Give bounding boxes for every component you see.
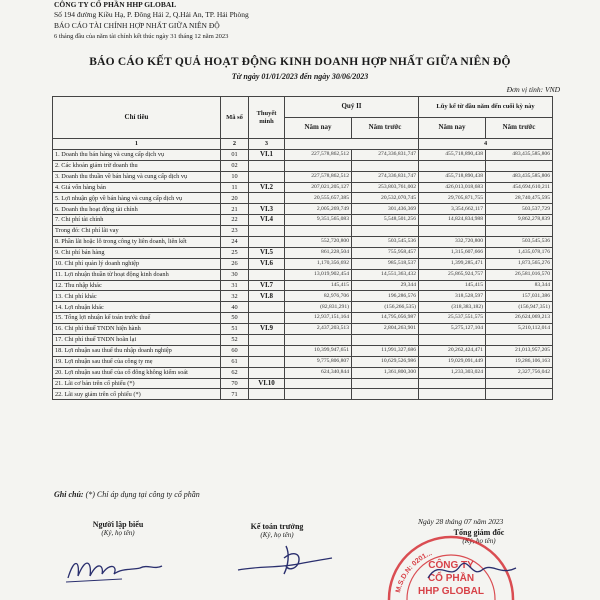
row-y-prev: 21,013,957,205 (486, 345, 553, 356)
table-row (53, 258, 553, 269)
row-note (249, 302, 285, 313)
income-statement-table (52, 96, 553, 400)
report-title: BÁO CÁO KẾT QUẢ HOẠT ĐỘNG KINH DOANH HỢP NHẤT GIỮA NIÊN ĐỘ (89, 56, 511, 68)
row-y-prev: (156,947,351) (486, 302, 553, 313)
row-q-now: 227,578,862,512 (285, 149, 352, 160)
row-code: 26 (221, 258, 249, 269)
row-q-prev: 755,958,457 (352, 247, 419, 258)
row-label: 15. Tổng lợi nhuận kế toán trước thuế (53, 313, 221, 324)
row-q-prev: 253,803,761,002 (352, 182, 419, 193)
row-code: 24 (221, 237, 249, 248)
row-y-now (419, 335, 486, 346)
index-cell: 4 (419, 139, 553, 150)
row-label: 10. Chi phí quản lý doanh nghiệp (53, 258, 221, 269)
row-code: 61 (221, 356, 249, 367)
row-note (249, 193, 285, 204)
row-y-prev: 5,210,112,014 (486, 324, 553, 335)
table-row (53, 149, 553, 160)
row-y-prev (486, 389, 553, 400)
row-code: 40 (221, 302, 249, 313)
preparer-sub: (Ký, họ tên) (101, 529, 135, 537)
stamp-line2: CỔ PHẦN (427, 573, 475, 584)
table-row (53, 313, 553, 324)
row-note (249, 389, 285, 400)
report-subtitle: Từ ngày 01/01/2023 đến ngày 30/06/2023 (231, 72, 369, 81)
row-label: 21. Lãi cơ bản trên cổ phiếu (*) (53, 378, 221, 389)
row-code: 10 (221, 171, 249, 182)
row-y-now: (318,383,182) (419, 302, 486, 313)
row-y-now: 318,528,597 (419, 291, 486, 302)
row-code: 70 (221, 378, 249, 389)
accountant-signature (228, 540, 348, 580)
row-y-prev: 19,286,106,163 (486, 356, 553, 367)
stamp-ring-text: M.S.D.N: 0201... (395, 549, 434, 594)
row-q-now (285, 389, 352, 400)
row-q-now: 2,005,269,749 (285, 204, 352, 215)
row-code: 02 (221, 160, 249, 171)
row-code: 32 (221, 291, 249, 302)
row-q-now: 20,555,657,385 (285, 193, 352, 204)
row-q-now: 13,019,902,454 (285, 269, 352, 280)
row-code: 31 (221, 280, 249, 291)
row-y-now (419, 378, 486, 389)
row-label: 19. Lợi nhuận sau thuế của công ty mẹ (53, 356, 221, 367)
row-label: 20. Lợi nhuận sau thuế của cổ đông không kiểm soát (53, 367, 221, 378)
row-y-now: 19,029,091,449 (419, 356, 486, 367)
currency-unit: Đơn vị tính: VND (506, 85, 560, 94)
row-q-prev (352, 335, 419, 346)
table-row (53, 193, 553, 204)
header-q-nam-truoc: Năm trước (352, 118, 419, 139)
row-y-prev: 503,537,729 (486, 204, 553, 215)
row-y-now: 25,537,551,575 (419, 313, 486, 324)
index-cell: 1 (53, 139, 221, 150)
row-code: 22 (221, 215, 249, 226)
stamp-line1: CÔNG TY (428, 560, 474, 571)
table-row (53, 269, 553, 280)
row-q-now (285, 226, 352, 237)
row-label: 18. Lợi nhuận sau thuế thu nhập doanh nghiệp (53, 345, 221, 356)
table-row (53, 378, 553, 389)
row-y-prev: 26,581,016,570 (486, 269, 553, 280)
company-address: Số 194 đường Kiều Hạ, P. Đông Hải 2, Q.Hải An, TP. Hải Phòng (54, 10, 249, 19)
table-body (53, 149, 553, 399)
row-q-now: 10,399,947,651 (285, 345, 352, 356)
row-y-now: 29,705,871,755 (419, 193, 486, 204)
row-y-prev: 483,435,585,806 (486, 171, 553, 182)
row-label: Trong đó: Chi phí lãi vay (53, 226, 221, 237)
row-q-now: 12,937,151,164 (285, 313, 352, 324)
row-note: VI.10 (249, 378, 285, 389)
row-code: 60 (221, 345, 249, 356)
row-y-prev: 157,031,386 (486, 291, 553, 302)
row-note: VI.3 (249, 204, 285, 215)
row-code: 21 (221, 204, 249, 215)
row-code: 71 (221, 389, 249, 400)
row-y-prev: 83,344 (486, 280, 553, 291)
row-code: 30 (221, 269, 249, 280)
row-q-prev: 1,361,800,300 (352, 367, 419, 378)
row-note (249, 226, 285, 237)
row-note (249, 171, 285, 182)
stamp-line3: HHP GLOBAL (418, 586, 484, 597)
row-label: 3. Doanh thu thuần về bán hàng và cung cấp dịch vụ (53, 171, 221, 182)
row-q-prev (352, 160, 419, 171)
row-y-now: 426,013,018,683 (419, 182, 486, 193)
row-q-prev: 196,286,576 (352, 291, 419, 302)
row-note (249, 237, 285, 248)
table-row (53, 302, 553, 313)
row-code: 20 (221, 193, 249, 204)
accountant-sub: (Ký, họ tên) (260, 531, 294, 539)
row-note: VI.1 (249, 149, 285, 160)
row-code: 01 (221, 149, 249, 160)
row-label: 7. Chi phí tài chính (53, 215, 221, 226)
index-cell: 2 (221, 139, 249, 150)
row-note (249, 313, 285, 324)
footnote-text: (*) Chỉ áp dụng tại công ty cổ phần (85, 490, 200, 499)
row-q-now: 207,021,205,127 (285, 182, 352, 193)
row-y-now: 332,720,800 (419, 237, 486, 248)
table-row (53, 215, 553, 226)
row-q-prev: 274,336,831,747 (352, 149, 419, 160)
row-q-prev: 10,629,526,986 (352, 356, 419, 367)
director-signature (420, 552, 530, 592)
header-luy-ke: Lũy kế từ đầu năm đến cuối kỳ này (419, 97, 553, 118)
table-row (53, 389, 553, 400)
row-note (249, 269, 285, 280)
row-label: 11. Lợi nhuận thuần từ hoạt động kinh doanh (53, 269, 221, 280)
row-y-prev: 503,545,536 (486, 237, 553, 248)
header-quy: Quý II (285, 97, 419, 118)
row-q-prev: 14,551,363,432 (352, 269, 419, 280)
row-label: 17. Chi phí thuế TNDN hoãn lại (53, 335, 221, 346)
row-label: 13. Chi phí khác (53, 291, 221, 302)
row-note: VI.7 (249, 280, 285, 291)
table-row (53, 367, 553, 378)
index-cell (285, 139, 419, 150)
row-y-now: 455,718,890,438 (419, 149, 486, 160)
table-row (53, 335, 553, 346)
row-note: VI.4 (249, 215, 285, 226)
table-row (53, 291, 553, 302)
footnote-label: Ghi chú: (54, 490, 84, 499)
footnote (54, 490, 200, 499)
row-label: 16. Chi phí thuế TNDN hiện hành (53, 324, 221, 335)
row-label: 6. Doanh thu hoạt động tài chính (53, 204, 221, 215)
row-label: 9. Chi phí bán hàng (53, 247, 221, 258)
row-y-now (419, 160, 486, 171)
row-q-prev: (156,266,535) (352, 302, 419, 313)
row-q-now: 624,340,844 (285, 367, 352, 378)
row-y-now: 1,315,607,666 (419, 247, 486, 258)
row-code: 11 (221, 182, 249, 193)
header-y-nam-nay: Năm nay (419, 118, 486, 139)
row-y-prev: 1,873,565,276 (486, 258, 553, 269)
row-y-now: 455,718,890,438 (419, 171, 486, 182)
table-row (53, 182, 553, 193)
row-label: 5. Lợi nhuận gộp về bán hàng và cung cấp dịch vụ (53, 193, 221, 204)
period-note: 6 tháng đầu của năm tài chính kết thúc ngày 31 tháng 12 năm 2023 (54, 33, 229, 40)
row-q-prev (352, 378, 419, 389)
header-y-nam-truoc: Năm trước (486, 118, 553, 139)
row-q-now (285, 378, 352, 389)
row-q-now: 1,170,356,692 (285, 258, 352, 269)
row-q-prev: 503,545,536 (352, 237, 419, 248)
row-y-prev (486, 160, 553, 171)
row-q-now: 227,578,862,512 (285, 171, 352, 182)
header-thuyet-minh: Thuyết minh (249, 97, 285, 139)
preparer-title: Người lập biểu (92, 520, 144, 529)
row-note (249, 356, 285, 367)
row-label: 8. Phần lãi hoặc lỗ trong công ty liên doanh, liên kết (53, 237, 221, 248)
row-note (249, 335, 285, 346)
accountant-block (222, 522, 332, 539)
row-label: 4. Giá vốn hàng bán (53, 182, 221, 193)
row-label: 12. Thu nhập khác (53, 280, 221, 291)
row-y-prev (486, 335, 553, 346)
row-label: 1. Doanh thu bán hàng và cung cấp dịch vụ (53, 149, 221, 160)
row-y-now: 14,824,834,988 (419, 215, 486, 226)
row-y-now (419, 389, 486, 400)
row-q-prev: 14,795,056,987 (352, 313, 419, 324)
row-note: VI.2 (249, 182, 285, 193)
row-y-prev: 1,435,078,176 (486, 247, 553, 258)
row-q-prev: 274,336,831,747 (352, 171, 419, 182)
row-y-prev: 2,327,756,042 (486, 367, 553, 378)
row-q-now: 82,976,706 (285, 291, 352, 302)
index-row (53, 139, 553, 150)
row-y-prev: 483,435,585,806 (486, 149, 553, 160)
header-q-nam-nay: Năm nay (285, 118, 352, 139)
row-y-prev: 26,624,069,213 (486, 313, 553, 324)
row-label: 14. Lợi nhuận khác (53, 302, 221, 313)
table-row (53, 226, 553, 237)
accountant-title: Kế toán trưởng (250, 522, 304, 531)
row-q-now (285, 160, 352, 171)
row-q-now: 9,775,806,807 (285, 356, 352, 367)
row-q-prev (352, 226, 419, 237)
row-note (249, 345, 285, 356)
row-note (249, 367, 285, 378)
row-q-now: 145,415 (285, 280, 352, 291)
table-row (53, 324, 553, 335)
row-y-now: 1,233,303,024 (419, 367, 486, 378)
row-y-now: 20,262,424,471 (419, 345, 486, 356)
row-y-prev (486, 226, 553, 237)
row-code: 62 (221, 367, 249, 378)
row-y-prev: 454,694,610,211 (486, 182, 553, 193)
report-name: BÁO CÁO TÀI CHÍNH HỢP NHẤT GIỮA NIÊN ĐỘ (54, 21, 220, 30)
row-y-now: 1,399,285,471 (419, 258, 486, 269)
row-note: VI.8 (249, 291, 285, 302)
row-q-prev (352, 389, 419, 400)
table-row (53, 356, 553, 367)
row-q-prev: 11,991,327,686 (352, 345, 419, 356)
row-q-prev: 20,532,070,745 (352, 193, 419, 204)
row-q-now: 2,437,203,513 (285, 324, 352, 335)
row-code: 51 (221, 324, 249, 335)
preparer-block (68, 520, 168, 537)
row-y-now: 3,354,662,117 (419, 204, 486, 215)
row-q-prev: 29,344 (352, 280, 419, 291)
row-y-now: 25,865,924,757 (419, 269, 486, 280)
header-chi-tieu: Chỉ tiêu (53, 97, 221, 139)
table-row (53, 247, 553, 258)
table-row (53, 280, 553, 291)
table-row (53, 171, 553, 182)
row-y-now: 145,415 (419, 280, 486, 291)
row-q-prev: 2,804,263,901 (352, 324, 419, 335)
row-code: 25 (221, 247, 249, 258)
row-q-prev: 5,548,501,256 (352, 215, 419, 226)
row-code: 23 (221, 226, 249, 237)
row-q-prev: 301,436,369 (352, 204, 419, 215)
row-y-now (419, 226, 486, 237)
table-row (53, 345, 553, 356)
row-code: 50 (221, 313, 249, 324)
row-q-now (285, 335, 352, 346)
director-title: Tổng giám đốc (453, 528, 505, 537)
row-note: VI.9 (249, 324, 285, 335)
row-label: 22. Lãi suy giảm trên cổ phiếu (*) (53, 389, 221, 400)
row-y-now: 5,275,127,104 (419, 324, 486, 335)
row-y-prev: 9,862,278,839 (486, 215, 553, 226)
index-cell: 3 (249, 139, 285, 150)
row-q-prev: 985,518,537 (352, 258, 419, 269)
row-q-now: 552,720,800 (285, 237, 352, 248)
row-q-now: 861,228,504 (285, 247, 352, 258)
row-note (249, 160, 285, 171)
row-y-prev (486, 378, 553, 389)
table-row (53, 204, 553, 215)
row-note: VI.6 (249, 258, 285, 269)
company-name: CÔNG TY CỔ PHẦN HHP GLOBAL (54, 0, 177, 9)
table-row (53, 160, 553, 171)
row-y-prev: 28,740,475,595 (486, 193, 553, 204)
sign-date: Ngày 28 tháng 07 năm 2023 (418, 517, 504, 526)
row-q-now: (82,831,291) (285, 302, 352, 313)
director-sub: (Ký, họ tên) (462, 537, 496, 545)
row-code: 52 (221, 335, 249, 346)
row-q-now: 9,351,565,083 (285, 215, 352, 226)
row-label: 2. Các khoản giảm trừ doanh thu (53, 160, 221, 171)
header-ma-so: Mã số (221, 97, 249, 139)
table-row (53, 237, 553, 248)
row-note: VI.5 (249, 247, 285, 258)
preparer-signature (62, 548, 172, 588)
